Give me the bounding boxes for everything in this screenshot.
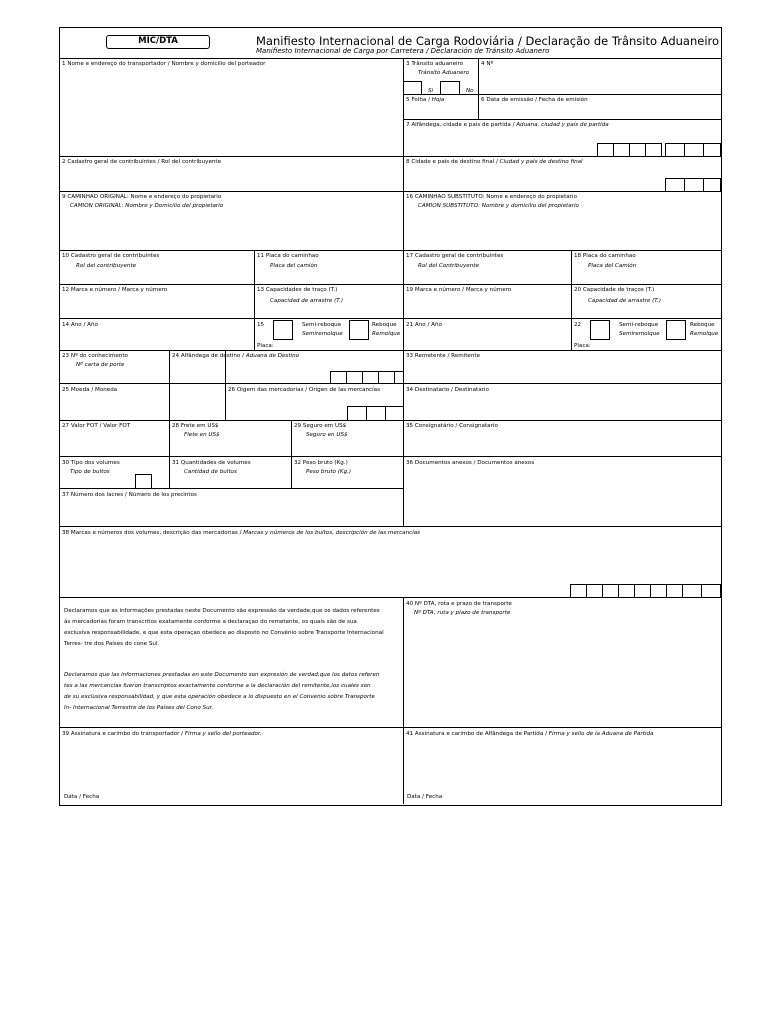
field-23-label: 23 Nº do conhecimento (62, 353, 128, 359)
field-10-label-es: Rol del contribuyente (76, 263, 137, 269)
field-21-label: 21 Ano / Año (406, 322, 442, 328)
field-1-label: 1 Nome e endereço do transportador / Nombre y domicilio del porteador (62, 61, 266, 67)
field-9-label-es: CAMION ORIGINAL: Nombre y Domicilio del propietario (70, 203, 224, 209)
trailer-label: Reboque (372, 322, 397, 328)
field-29-label: 29 Seguro em US$ (294, 423, 347, 429)
field-28-label: 28 Frete em US$ (172, 423, 219, 429)
field-34-label: 34 Destinatario / Destinatario (406, 387, 489, 393)
field-39-label-es: Firma y sello del porteador. (184, 731, 262, 737)
field-9-label: 9 CAMINHAO ORIGINAL: Nome e endereço do propietario (62, 194, 222, 200)
field-27-label: 27 Valor FOT / Valor FOT (62, 423, 131, 429)
declaration-pt (64, 606, 384, 650)
field-16-label: 16 CAMINHAO SUBSTITUTO: Nome e endereço do propietario (406, 194, 578, 200)
rule (169, 350, 170, 420)
field-30-label: 30 Tipo dos volumes (62, 460, 120, 466)
field-40-label-es: Nº DTA, ruta y plazo de transporte (414, 610, 511, 616)
semi-trailer-label: Semi-reboque (302, 322, 342, 328)
field-32-label: 32 Peso bruto (Kg.) (294, 460, 348, 466)
field-20-label-es: Capacidad de arrastre (T.) (588, 298, 661, 304)
field-40-label: 40 Nº DTA, rota e prazo de transporte (406, 601, 512, 607)
declaration-es-line: tes a las mercancías fueron transcriptos exactamente conforme a la declaración del remitente,los cuales son (64, 683, 371, 689)
semi-trailer-box[interactable] (590, 320, 610, 340)
field-2-label: 2 Cadastro geral de contribuintes / Rol del contribuyente (62, 159, 222, 165)
code-box[interactable] (703, 178, 721, 192)
declaration-es (64, 670, 379, 714)
form-title: Manifiesto Internacional de Carga Rodoviária / Declaração de Trânsito Aduaneiro (256, 34, 720, 48)
trailer-box[interactable] (349, 320, 369, 340)
rule (403, 119, 721, 120)
semi-trailer-label-es: Semiremolque (619, 331, 660, 337)
trailer-box[interactable] (666, 320, 686, 340)
rule (403, 58, 404, 527)
field-25-label: 25 Moeda / Moneda (62, 387, 118, 393)
rule (60, 284, 721, 285)
rule (60, 318, 721, 319)
field-41-label-es: Firma y sello de la Aduana de Partida (548, 731, 654, 737)
rule (254, 250, 255, 350)
field-37-label: 37 Número dos lacres / Número de los precintos (62, 492, 197, 498)
field-23-label-es: Nº carta de porte (76, 362, 125, 368)
field-36-label: 36 Documentos anexos / Documentos anexos (406, 460, 535, 466)
code-box[interactable] (701, 584, 721, 598)
field-7-label (406, 122, 609, 129)
rule (60, 250, 721, 251)
transit-no-label: No (466, 88, 474, 94)
code-box[interactable] (650, 584, 667, 598)
field-20-label: 20 Capacidade de traços (T.) (574, 287, 655, 293)
field-31-label-es: Cantidad de bultos (184, 469, 237, 475)
field-39-label-pt: 39 Assinatura e carimbo do transportador / (62, 731, 185, 737)
transit-si-label: Si (428, 88, 434, 94)
declaration-pt-line: Terres- tre dos Países do cone Sul. (64, 641, 160, 647)
field-14-label: 14 Ano / Año (62, 322, 98, 328)
rule (60, 526, 721, 527)
declaration-es-line: de su exclusiva responsabilidad, y que esta operación obedece a lo dispuesto en el Convenio sobre Transporte (64, 694, 375, 700)
field-5-label-es: Hoja (431, 97, 445, 103)
rule (403, 597, 404, 804)
date-label-right: Data / Fecha (407, 794, 443, 800)
field-4-label: 4 Nº (481, 61, 494, 67)
field-5-label-pt: 5 Folha / (406, 97, 432, 103)
rule (571, 250, 572, 350)
semi-trailer-label-es: Semiremolque (302, 331, 343, 337)
field-5-label (406, 97, 444, 104)
field-30-label-es: Tipo de bultos (70, 469, 110, 475)
field-24-label-pt: 24 Alfândega de destino / (172, 353, 246, 359)
code-box[interactable] (684, 143, 704, 157)
field-3-label-es: Tránsito Aduanero (418, 70, 470, 76)
plate-label: Placa: (574, 343, 591, 349)
field-24-label (172, 353, 299, 360)
field-8-label-es: Ciudad y país de destino final (499, 159, 583, 165)
rule (60, 350, 721, 351)
trailer-label: Reboque (690, 322, 715, 328)
declaration-pt-line: ás mercadorias foram transcritos exatamente conforme a declaraçao do remetente, os quais são de sua (64, 619, 357, 625)
field-33-label: 33 Remetente / Remitente (406, 353, 481, 359)
field-19-label: 19 Marca e número / Marca y número (406, 287, 512, 293)
plate-label: Placa: (257, 343, 274, 349)
field-32-label-es: Peso bruto (Kg.) (306, 469, 352, 475)
transit-si-box[interactable] (403, 81, 422, 95)
transit-no-box[interactable] (440, 81, 460, 95)
field-8-label (406, 159, 583, 166)
field-6-label: 6 Data de emissão / Fecha de emisión (481, 97, 588, 103)
code-box[interactable] (385, 406, 404, 421)
code-box[interactable] (597, 143, 614, 157)
field-38-label-es: Marcas y números de los bultos, descripción de las mercancías (243, 530, 421, 536)
field-41-label-pt: 41 Assinatura e carimbo de Alfândega de Partida / (406, 731, 549, 737)
declaration-es-line: Declaramos que las informaciones prestadas en este Documento son expresión de verdad,que los datos referen (64, 672, 380, 678)
field-13-label-es: Capacidad de arrastre (T.) (270, 298, 343, 304)
field-11-label-es: Placa del camión (270, 263, 318, 269)
code-box[interactable] (394, 371, 404, 384)
field-31-label: 31 Quantidades de volumes (172, 460, 251, 466)
trailer-label-es: Remolque (372, 331, 401, 337)
field-11-label: 11 Placa do caminhao (257, 253, 319, 259)
rule (60, 456, 721, 457)
field-13-label: 13 Capacidades de traço (T.) (257, 287, 338, 293)
code-box[interactable] (665, 143, 685, 157)
code-box[interactable] (629, 143, 646, 157)
trailer-label-es: Remolque (690, 331, 719, 337)
code-box[interactable] (366, 406, 386, 421)
code-box[interactable] (362, 371, 379, 384)
field-35-label: 35 Consignatário / Consignatario (406, 423, 498, 429)
code-box[interactable] (330, 371, 347, 384)
field-7-label-pt: 7 Alfândega, cidade e pais de partida / (406, 122, 517, 128)
code-box[interactable] (618, 584, 635, 598)
rule (60, 58, 721, 59)
field-16-label-es: CAMION SUBSTITUTO: Nombre y domicilio del propietario (418, 203, 579, 209)
field-17-label-es: Rol del Contribuyente (418, 263, 479, 269)
code-box[interactable] (347, 406, 367, 421)
rule (225, 350, 226, 420)
code-box[interactable] (634, 584, 651, 598)
field-38-label-pt: 38 Marcas e números dos volumes, descrição das mercadorias / (62, 530, 244, 536)
code-box[interactable] (602, 584, 619, 598)
rule (169, 420, 170, 488)
field-3-label: 3 Trânsito aduaneiro (406, 61, 464, 67)
declaration-es-line: In- Internacional Terrestre de los Países del Cono Sur. (64, 705, 214, 711)
field-7-label-es: Aduana, ciudad y país de partida (516, 122, 609, 128)
code-box[interactable] (682, 584, 702, 598)
field-38-label (62, 530, 420, 537)
code-box[interactable] (570, 584, 587, 598)
code-box[interactable] (135, 474, 152, 489)
code-box[interactable] (665, 178, 685, 192)
field-39-label (62, 731, 262, 738)
field-8-label-pt: 8 Cidade e pais de destino final / (406, 159, 500, 165)
rule (60, 191, 721, 192)
field-15-label: 15 (257, 322, 265, 328)
field-18-label: 18 Placa do caminhao (574, 253, 636, 259)
code-box[interactable] (586, 584, 603, 598)
date-label-left: Data / Fecha (64, 794, 100, 800)
code-box[interactable] (684, 178, 704, 192)
semi-trailer-box[interactable] (273, 320, 293, 340)
rule (60, 488, 403, 489)
form-code-badge: MIC/DTA (106, 35, 210, 49)
rule (291, 420, 292, 488)
field-22-label: 22 (574, 322, 582, 328)
field-10-label: 10 Cadastro geral de contribuintes (62, 253, 160, 259)
field-24-label-es: Aduana de Destino (245, 353, 300, 359)
field-17-label: 17 Cadastro geral de contribuintes (406, 253, 504, 259)
code-box[interactable] (346, 371, 363, 384)
field-29-label-es: Seguro en US$ (306, 432, 348, 438)
rule (478, 58, 479, 119)
code-box[interactable] (666, 584, 683, 598)
code-box[interactable] (645, 143, 662, 157)
code-box[interactable] (378, 371, 395, 384)
declaration-pt-line: exclusiva responsabilidade, e que esta operaçao obedece ao disposto no Convênio sobre Transporte Internacional (64, 630, 384, 636)
semi-trailer-label: Semi-reboque (619, 322, 659, 328)
field-18-label-es: Placa del Camión (588, 263, 637, 269)
declaration-pt-line: Declaramos que as informações prestadas neste Documento são expressão da verdade,que os dados referentes (64, 608, 380, 614)
code-box[interactable] (703, 143, 721, 157)
form-subtitle: Manifiesto Internacional de Carga por Carretera / Declaración de Tránsito Aduanero (256, 47, 550, 55)
field-28-label-es: Flete en US$ (184, 432, 220, 438)
field-41-label (406, 731, 653, 738)
code-box[interactable] (613, 143, 630, 157)
field-26-label: 26 Oigem das mercadorias / Origen de las mercancías (228, 387, 381, 393)
rule (60, 727, 721, 728)
field-12-label: 12 Marca e número / Marca y número (62, 287, 168, 293)
